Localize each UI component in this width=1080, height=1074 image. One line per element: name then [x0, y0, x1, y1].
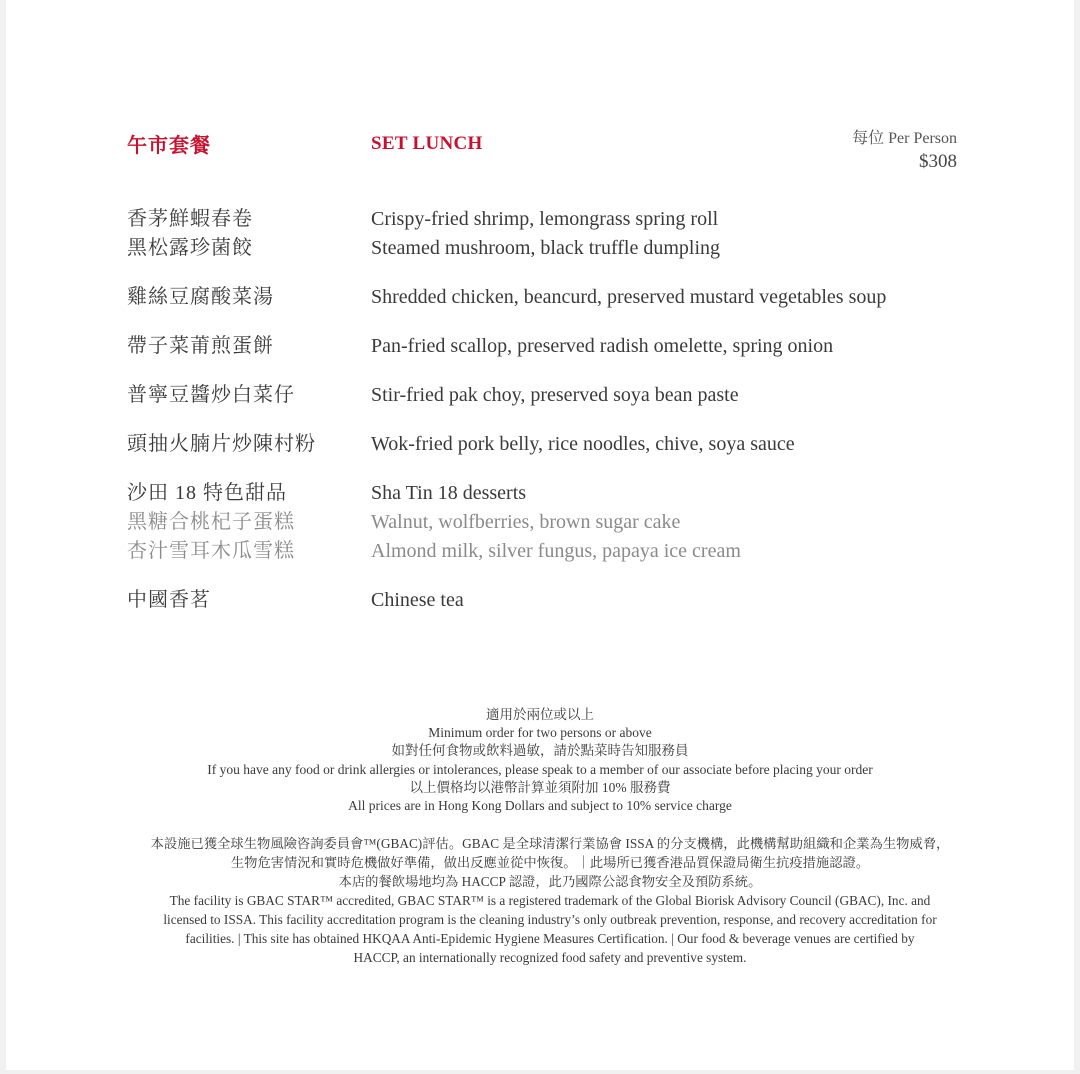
course-chinese: [127, 332, 371, 361]
dish-name-chinese: 黑松露珍菌餃: [127, 237, 253, 259]
course-chinese: [127, 283, 371, 312]
dish-name-english: Pan-fried scallop, preserved radish omelette, spring onion: [371, 335, 834, 357]
dish-name-english: Shredded chicken, beancurd, preserved mustard vegetables soup: [371, 286, 887, 308]
course-omelette: [127, 332, 967, 361]
facility-line: HACCP, an internationally recognized food safety and preventive system.: [353, 950, 747, 965]
note-line: Minimum order for two persons or above: [428, 725, 652, 741]
course-noodles: [127, 430, 967, 459]
dessert-item-english: Walnut, wolfberries, brown sugar cake: [371, 511, 681, 533]
dish-name-english: Steamed mushroom, black truffle dumpling: [371, 237, 721, 259]
dessert-item-chinese: 杏汁雪耳木瓜雪糕: [127, 540, 295, 562]
facility-line: The facility is GBAC STAR™ accredited, GBAC STAR™ is a registered trademark of the Global Biorisk Advisory Council (GBAC), Inc. and: [169, 893, 931, 908]
course-chinese: [127, 586, 371, 615]
note-line: 適用於兩位或以上: [486, 707, 594, 722]
course-chinese: [127, 479, 371, 566]
course-chinese: [127, 430, 371, 459]
note-line: If you have any food or drink allergies or intolerances, please speak to a member of our associate before placing your order: [207, 761, 873, 777]
note-line: All prices are in Hong Kong Dollars and subject to 10% service charge: [348, 798, 732, 814]
dish-name-chinese: 沙田 18 特色甜品: [127, 482, 287, 504]
dish-name-english: Crispy-fried shrimp, lemongrass spring roll: [371, 208, 719, 230]
facility-line: 本設施已獲全球生物風險咨詢委員會™(GBAC)評估。GBAC 是全球清潔行業協會 ISSA 的分支機構，此機構幫助組織和企業為生物威脅，: [150, 836, 950, 851]
note-line: 如對任何食物或飲料過敏，請於點菜時告知服務員: [391, 743, 689, 759]
course-dim-sum: [127, 205, 967, 263]
menu-title-chinese: 午市套餐: [127, 135, 211, 157]
course-english: [371, 381, 967, 410]
facility-certification: [110, 834, 990, 967]
dessert-item-english: Almond milk, silver fungus, papaya ice cream: [371, 540, 741, 562]
facility-line: 生物危害情況和實時危機做好準備，做出反應並從中恢復。｜此場所已獲香港品質保證局衛生抗疫措施認證。: [230, 855, 870, 870]
course-chinese: [127, 205, 371, 263]
course-soup: [127, 283, 967, 312]
facility-line: facilities. | This site has obtained HKQAA Anti-Epidemic Hygiene Measures Certification. | Our food & beverage venues are certified by: [185, 931, 915, 946]
price-value: $308: [919, 151, 957, 172]
course-chinese: [127, 381, 371, 410]
dish-name-chinese: 帶子菜莆煎蛋餅: [127, 335, 274, 357]
course-list: [127, 205, 967, 635]
course-english: [371, 283, 967, 312]
course-english: [371, 586, 967, 615]
dish-name-chinese: 中國香茗: [127, 589, 211, 611]
course-english: [371, 205, 967, 263]
dessert-item-chinese: 黑糖合桃杞子蛋糕: [127, 511, 295, 533]
left-edge: [0, 0, 6, 1074]
course-vegetable: [127, 381, 967, 410]
note-line: 以上價格均以港幣計算並須附加 10% 服務費: [409, 779, 671, 795]
course-english: [371, 332, 967, 361]
price-label: 每位 Per Person: [852, 130, 957, 147]
course-desserts: [127, 479, 967, 566]
course-english: [371, 430, 967, 459]
price-block: [852, 128, 957, 174]
dish-name-english: Sha Tin 18 desserts: [371, 482, 527, 504]
dish-name-chinese: 頭抽火腩片炒陳村粉: [127, 433, 316, 455]
dish-name-english: Stir-fried pak choy, preserved soya bean paste: [371, 384, 739, 406]
menu-title-english: SET LUNCH: [371, 133, 483, 154]
dish-name-chinese: 普寧豆醬炒白菜仔: [127, 384, 295, 406]
dish-name-english: Chinese tea: [371, 589, 464, 611]
dish-name-chinese: 香茅鮮蝦春卷: [127, 208, 253, 230]
bottom-edge: [0, 1070, 1080, 1074]
order-notes: [0, 706, 1080, 815]
right-edge: [1074, 0, 1080, 1074]
dish-name-chinese: 雞絲豆腐酸菜湯: [127, 286, 274, 308]
course-tea: [127, 586, 967, 615]
facility-line: licensed to ISSA. This facility accreditation program is the cleaning industry’s only outbreak prevention, response, and recovery accreditation for: [163, 912, 937, 927]
course-english: [371, 479, 967, 566]
facility-line: 本店的餐飲場地均為 HACCP 認證，此乃國際公認食物安全及預防系統。: [338, 874, 762, 889]
dish-name-english: Wok-fried pork belly, rice noodles, chive, soya sauce: [371, 433, 795, 455]
